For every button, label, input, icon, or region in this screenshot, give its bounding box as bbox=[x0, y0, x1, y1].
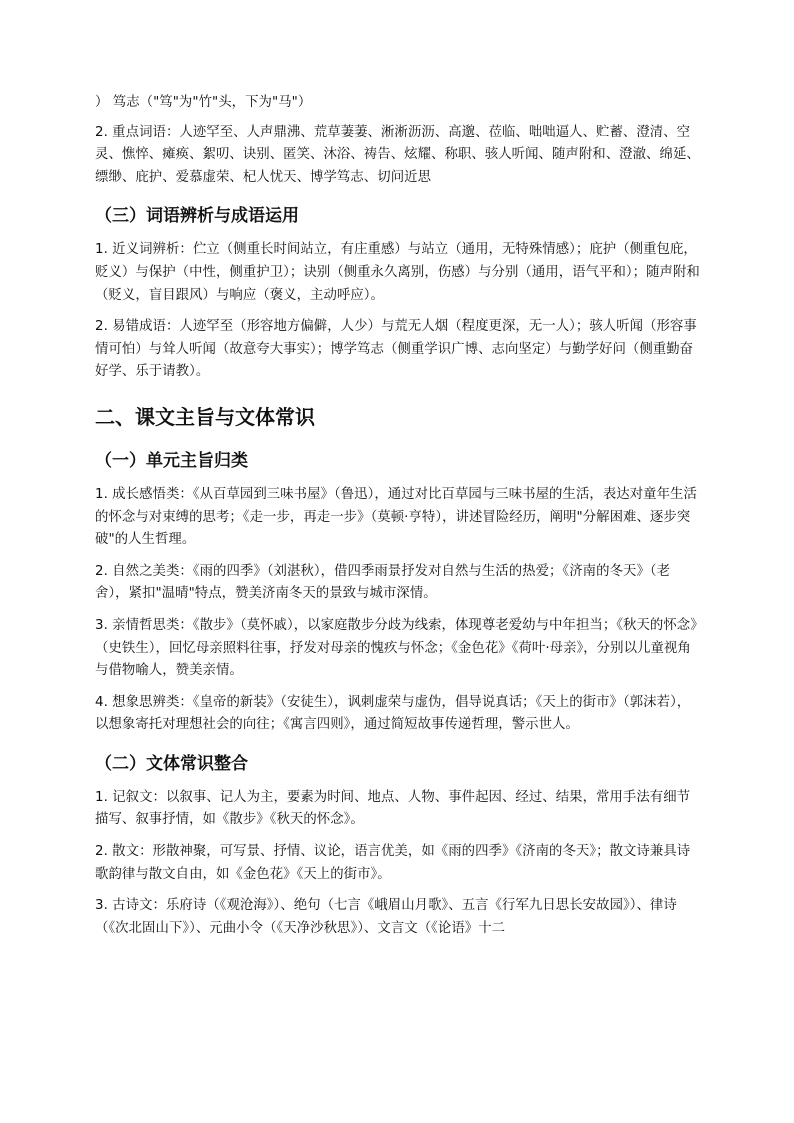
genre-paragraph-1: 1. 记叙文：以叙事、记人为主，要素为时间、地点、人物、事件起因、经过、结果，常用手法有细节描写、叙事抒情，如《散步》《秋天的怀念》。 bbox=[95, 789, 691, 828]
theme-paragraph-2: 2. 自然之美类：《雨的四季》（刘湛秋），借四季雨景抒发对自然与生活的热爱；《济南的冬天》（老舍），紧扣"温晴"特点，赞美济南冬天的景致与城市深情。 bbox=[95, 563, 671, 602]
sub-2-heading: （二）文体常识整合 bbox=[95, 753, 248, 774]
section-3-heading: （三）词语辨析与成语运用 bbox=[95, 206, 299, 227]
theme-paragraph-4: 4. 想象思辨类：《皇帝的新装》（安徒生），讽刺虚荣与虚伪，倡导说真话；《天上的街市》（郭沫若），以想象寄托对理想社会的向往；《寓言四则》，通过简短故事传递哲理，警示世人。 bbox=[95, 694, 691, 733]
continued-line: ） 笃志（"笃"为"竹"头，下为"马"） bbox=[95, 95, 312, 110]
synonym-paragraph: 1. 近义词辨析：伫立（侧重长时间站立，有庄重感）与站立（通用，无特殊情感）；庇护（侧重包庇，贬义）与保护（中性，侧重护卫）；诀别（侧重永久离别，伤感）与分别（通用，语气平和）；随声附和（贬义，盲目跟风）与响应（褒义，主动呼应）。 bbox=[95, 242, 700, 303]
idiom-paragraph: 2. 易错成语：人迹罕至（形容地方偏僻，人少）与荒无人烟（程度更深，无一人）；骇人听闻（形容事情可怕）与耸人听闻（故意夸大事实）；博学笃志（侧重学识广博、志向坚定）与勤学好问（侧重勤奋好学、乐于请教）。 bbox=[95, 319, 697, 380]
theme-paragraph-1: 1. 成长感悟类：《从百草园到三味书屋》（鲁迅），通过对比百草园与三味书屋的生活，表达对童年生活的怀念与对束缚的思考；《走一步，再走一步》（莫顿·亨特），讲述冒险经历，阐明"分解困难、逐步突破"的人生哲理。 bbox=[95, 486, 697, 548]
genre-paragraph-2: 2. 散文：形散神聚，可写景、抒情、议论，语言优美，如《雨的四季》《济南的冬天》；散文诗兼具诗歌韵律与散文自由，如《金色花》《天上的街市》。 bbox=[95, 844, 691, 882]
theme-paragraph-3: 3. 亲情哲思类：《散步》（莫怀戚），以家庭散步分歧为线索，体现尊老爱幼与中年担当；《秋天的怀念》（史铁生），回忆母亲照料往事，抒发对母亲的愧疚与怀念；《金色花》《荷叶·母亲》，分别以儿童视角与借物喻人，赞美亲情。 bbox=[95, 617, 697, 679]
key-words-paragraph: 2. 重点词语：人迹罕至、人声鼎沸、荒草萋萋、淅淅沥沥、高邈、莅临、咄咄逼人、贮蓄、澄清、空灵、憔悴、瘫痪、絮叨、诀别、匿笑、沐浴、祷告、炫耀、称职、骇人听闻、随声附和、澄澈、绵延、缥缈、庇护、爱慕虚荣、杞人忧天、博学笃志、切问近思 bbox=[95, 124, 700, 185]
sub-1-heading: （一）单元主旨归类 bbox=[95, 450, 248, 471]
genre-paragraph-3: 3. 古诗文：乐府诗（《观沧海》）、绝句（七言《峨眉山月歌》、五言《行军九日思长安故园》）、律诗（《次北固山下》）、元曲小令（《天净沙秋思》）、文言文（《论语》十二 bbox=[95, 898, 677, 936]
part-2-heading: 二、课文主旨与文体常识 bbox=[95, 404, 315, 429]
